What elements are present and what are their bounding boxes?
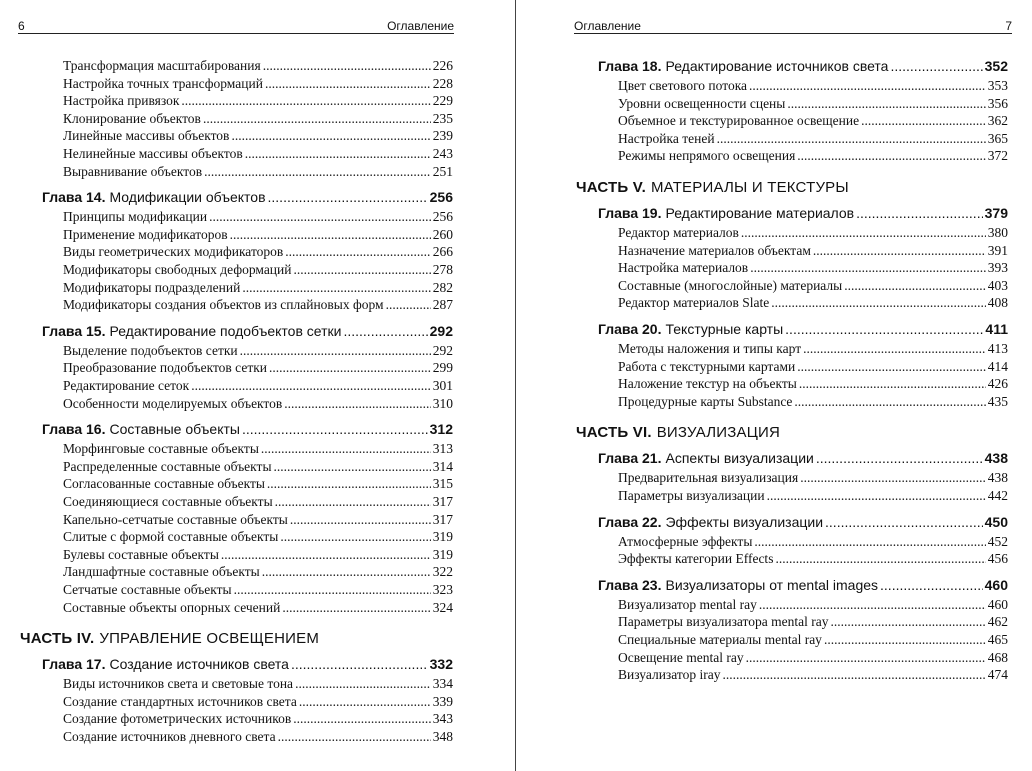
dot-leader [284, 396, 430, 412]
dot-leader [746, 650, 986, 666]
section-title: Параметры визуализатора mental ray [618, 614, 829, 630]
page-ref: 301 [432, 378, 453, 393]
section-title: Морфинговые составные объекты [63, 441, 259, 457]
chapter-label: Глава 20. [598, 321, 662, 337]
toc-section-entry[interactable] [63, 227, 453, 244]
toc-section-entry[interactable] [63, 494, 453, 511]
page-ref: 292 [429, 322, 453, 339]
toc-section-entry[interactable] [63, 164, 453, 181]
page-ref: 426 [987, 376, 1008, 392]
dot-leader [767, 488, 986, 504]
page-ref: 314 [432, 458, 453, 474]
chapter-title [42, 323, 341, 339]
part-heading [576, 424, 780, 441]
toc-section-entry[interactable] [63, 582, 453, 599]
toc-section-entry[interactable] [63, 128, 453, 145]
section-title: Редактор материалов [618, 225, 739, 240]
section-title: Распределенные составные объекты [63, 458, 272, 474]
section-title: Клонирование объектов [63, 110, 201, 126]
toc-section-entry[interactable] [618, 551, 1008, 568]
part-label: ЧАСТЬ V. [576, 179, 646, 196]
section-title: Модификаторы свободных деформаций [63, 262, 292, 277]
toc-section-entry[interactable] [618, 667, 1008, 684]
part-heading [20, 630, 319, 647]
page-ref: 442 [987, 488, 1008, 503]
chapter-label: Глава 14. [42, 189, 106, 206]
page-ref: 438 [984, 450, 1008, 467]
toc-chapter-entry[interactable] [598, 577, 1008, 597]
dot-leader [861, 113, 986, 129]
dot-leader [386, 297, 431, 313]
page-ref: 317 [432, 511, 453, 527]
dot-leader [787, 96, 985, 112]
section-title: Объемное и текстурированное освещение [618, 113, 860, 129]
page-ref: 450 [984, 513, 1008, 530]
chapter-title [598, 58, 888, 74]
toc-section-entry[interactable] [63, 441, 453, 458]
dot-leader [825, 514, 983, 530]
toc-chapter-entry[interactable] [42, 189, 453, 209]
dot-leader [240, 343, 431, 359]
part-label: ЧАСТЬ IV. [20, 630, 95, 648]
section-title: Согласованные составные объекты [63, 476, 265, 492]
section-title: Визуализатор mental ray [618, 596, 757, 612]
dot-leader [230, 227, 431, 243]
toc-section-entry[interactable] [618, 488, 1008, 505]
chapter-label: Глава 16. [42, 421, 106, 438]
section-title: Параметры визуализации [618, 488, 765, 503]
page-ref: 323 [432, 582, 453, 597]
toc-section-entry[interactable] [618, 470, 1008, 487]
part-title: ВИЗУАЛИЗАЦИЯ [656, 424, 781, 442]
section-title: Предварительная визуализация [618, 470, 799, 486]
chapter-title-text: Составные объекты [109, 421, 240, 438]
toc-chapter-entry[interactable] [598, 321, 1008, 341]
dot-leader [824, 632, 986, 648]
toc-chapter-entry[interactable] [598, 514, 1008, 534]
part-title: УПРАВЛЕНИЕ ОСВЕЩЕНИЕМ [99, 630, 320, 648]
toc-chapter-entry[interactable] [598, 205, 1008, 225]
section-title: Эффекты категории Effects [618, 551, 774, 567]
page-ref: 462 [987, 614, 1008, 630]
page-ref: 332 [429, 656, 453, 673]
section-title: Капельно-сетчатые составные объекты [63, 511, 288, 527]
dot-leader [267, 476, 431, 492]
dot-leader [262, 564, 431, 580]
section-title: Специальные материалы mental ray [618, 632, 822, 647]
page-ref: 460 [987, 596, 1008, 612]
section-title: Модификаторы создания объектов из сплайновых форм [63, 297, 384, 313]
page-ref: 226 [432, 58, 453, 73]
toc-section-entry[interactable] [618, 650, 1008, 667]
section-title: Редактор материалов Slate [618, 295, 770, 311]
dot-leader [717, 131, 986, 147]
section-title: Слитые с формой составные объекты [63, 529, 279, 545]
page-ref: 393 [987, 260, 1008, 276]
chapter-title [42, 189, 266, 205]
dot-leader [800, 470, 986, 486]
page-ref: 365 [987, 130, 1008, 146]
section-title: Соединяющиеся составные объекты [63, 494, 273, 509]
dot-leader [722, 667, 985, 683]
dot-leader [299, 694, 431, 710]
section-title: Методы наложения и типы карт [618, 341, 802, 356]
dot-leader [221, 547, 431, 563]
page-ref: 256 [432, 209, 453, 225]
page-ref: 313 [432, 441, 453, 457]
chapter-label: Глава 18. [598, 58, 662, 74]
right-page [516, 0, 1032, 771]
dot-leader [231, 128, 430, 144]
dot-leader [799, 376, 986, 392]
page-ref: 266 [432, 244, 453, 260]
chapter-title-text: Редактирование подобъектов сетки [109, 322, 342, 339]
section-title: Визуализатор iray [618, 667, 721, 683]
toc-section-entry[interactable] [63, 512, 453, 529]
toc-section-entry[interactable] [63, 564, 453, 581]
toc-section-entry[interactable] [63, 378, 453, 395]
dot-leader [754, 534, 985, 550]
page-ref: 343 [432, 711, 453, 727]
page-ref: 413 [987, 341, 1008, 356]
toc-section-entry[interactable] [63, 93, 453, 110]
dot-leader [816, 450, 983, 466]
toc-section-entry[interactable] [63, 360, 453, 377]
page-ref: 319 [432, 546, 453, 562]
dot-leader [844, 278, 986, 294]
page-ref: 319 [432, 529, 453, 545]
toc-section-entry[interactable] [618, 278, 1008, 295]
chapter-label: Глава 22. [598, 513, 662, 530]
section-title: Настройка точных трансформаций [63, 75, 263, 91]
dot-leader [191, 378, 431, 394]
toc-section-entry[interactable] [63, 262, 453, 279]
page-ref: 372 [987, 148, 1008, 164]
part-title: МАТЕРИАЛЫ И ТЕКСТУРЫ [650, 179, 849, 196]
section-title: Создание стандартных источников света [63, 693, 297, 709]
section-title: Уровни освещенности сцены [618, 95, 786, 111]
dot-leader [759, 597, 986, 613]
page-ref: 310 [432, 395, 453, 411]
running-title: Оглавление [387, 19, 454, 33]
dot-leader [265, 76, 431, 92]
dot-leader [830, 614, 985, 630]
dot-leader [856, 205, 983, 221]
toc-chapter-entry[interactable] [42, 656, 453, 676]
page-ref: 324 [432, 599, 453, 615]
dot-leader [282, 600, 430, 616]
toc-section-entry[interactable] [63, 244, 453, 261]
chapter-title [598, 450, 814, 466]
toc-chapter-entry[interactable] [42, 323, 453, 343]
dot-leader [293, 711, 431, 727]
toc-section-entry[interactable] [63, 76, 453, 93]
page-ref: 353 [987, 78, 1008, 93]
section-title: Виды источников света и световые тона [63, 676, 294, 692]
page-ref: 315 [432, 476, 453, 492]
dot-leader [295, 676, 431, 692]
section-title: Особенности моделируемых объектов [63, 395, 283, 411]
toc-section-entry[interactable] [63, 58, 453, 75]
page-ref: 260 [432, 226, 453, 242]
page-ref: 379 [984, 205, 1008, 221]
dot-leader [813, 243, 986, 259]
chapter-title [42, 656, 289, 672]
chapter-label: Глава 23. [598, 576, 662, 593]
toc-section-entry[interactable] [618, 243, 1008, 260]
chapter-title-text: Аспекты визуализации [665, 450, 814, 467]
dot-leader [285, 244, 430, 260]
toc-section-entry[interactable] [618, 614, 1008, 631]
section-title: Атмосферные эффекты [618, 533, 753, 549]
dot-leader [294, 262, 431, 278]
section-title: Преобразование подобъектов сетки [63, 360, 268, 376]
toc-section-entry[interactable] [63, 529, 453, 546]
dot-leader [775, 551, 985, 567]
dot-leader [209, 209, 431, 225]
section-title: Настройка теней [618, 130, 715, 146]
dot-leader [204, 164, 431, 180]
section-title: Принципы модификации [63, 209, 208, 225]
chapter-title [598, 577, 878, 593]
dot-leader [749, 78, 986, 94]
section-title: Составные объекты опорных сечений [63, 599, 281, 615]
chapter-label: Глава 19. [598, 205, 662, 221]
page-ref: 287 [432, 297, 453, 313]
dot-leader [203, 111, 431, 127]
section-title: Модификаторы подразделений [63, 279, 241, 295]
chapter-title [598, 205, 854, 221]
toc-section-entry[interactable] [63, 396, 453, 413]
page-number: 7 [1005, 19, 1012, 33]
dot-leader [242, 421, 428, 437]
dot-leader [797, 359, 986, 375]
toc-section-entry[interactable] [618, 260, 1008, 277]
toc-section-entry[interactable] [618, 225, 1008, 242]
chapter-label: Глава 15. [42, 322, 106, 339]
section-title: Виды геометрических модификаторов [63, 244, 284, 260]
page-ref: 435 [987, 393, 1008, 409]
page-ref: 322 [432, 564, 453, 580]
section-title: Работа с текстурными картами [618, 358, 796, 374]
page-ref: 362 [987, 113, 1008, 129]
page-ref: 312 [429, 421, 453, 438]
part-heading [576, 179, 849, 196]
chapter-title [598, 321, 783, 337]
section-title: Освещение mental ray [618, 649, 744, 665]
page-ref: 229 [432, 93, 453, 109]
chapter-title-text: Редактирование источников света [665, 58, 889, 74]
section-title: Настройка материалов [618, 260, 749, 276]
left-page-header [18, 15, 454, 34]
page-ref: 474 [987, 667, 1008, 683]
chapter-title-text: Создание источников света [109, 656, 289, 673]
page-ref: 414 [987, 358, 1008, 374]
toc-section-entry[interactable] [618, 394, 1008, 411]
left-page [0, 0, 515, 771]
dot-leader [234, 582, 431, 598]
chapter-title-text: Модификации объектов [109, 189, 266, 206]
page-ref: 465 [987, 632, 1008, 647]
chapter-title [42, 421, 240, 437]
dot-leader [803, 341, 986, 357]
toc-section-entry[interactable] [618, 113, 1008, 130]
toc-chapter-entry[interactable] [598, 450, 1008, 470]
section-title: Трансформация масштабирования [63, 58, 261, 73]
dot-leader [880, 577, 983, 593]
page-ref: 251 [432, 163, 453, 179]
chapter-label: Глава 21. [598, 450, 662, 467]
page-ref: 438 [987, 470, 1008, 486]
toc-section-entry[interactable] [63, 297, 453, 314]
section-title: Нелинейные массивы объектов [63, 146, 243, 161]
page-ref: 380 [987, 225, 1008, 240]
chapter-title-text: Редактирование материалов [665, 205, 855, 221]
page-ref: 228 [432, 75, 453, 91]
page-ref: 403 [987, 277, 1008, 293]
section-title: Составные (многослойные) материалы [618, 277, 843, 293]
page-ref: 352 [984, 58, 1008, 74]
page-ref: 243 [432, 146, 453, 161]
page-ref: 235 [432, 110, 453, 126]
section-title: Цвет светового потока [618, 78, 748, 93]
section-title: Создание фотометрических источников [63, 711, 292, 727]
toc-section-entry[interactable] [618, 295, 1008, 312]
dot-leader [181, 93, 430, 109]
toc-section-entry[interactable] [618, 534, 1008, 551]
page-ref: 460 [984, 576, 1008, 593]
dot-leader [269, 360, 431, 376]
page-ref: 456 [987, 551, 1008, 567]
toc-section-entry[interactable] [63, 694, 453, 711]
toc-section-entry[interactable] [63, 111, 453, 128]
toc-section-entry[interactable] [63, 146, 453, 163]
dot-leader [291, 656, 428, 672]
section-title: Выделение подобъектов сетки [63, 342, 238, 358]
page-ref: 391 [987, 242, 1008, 258]
page-ref: 452 [987, 533, 1008, 549]
toc-section-entry[interactable] [618, 148, 1008, 165]
section-title: Булевы составные объекты [63, 546, 219, 562]
dot-leader [245, 146, 431, 162]
dot-leader [290, 512, 431, 528]
running-title: Оглавление [574, 19, 641, 33]
toc-section-entry[interactable] [63, 711, 453, 728]
chapter-title-text: Визуализаторы от mental images [665, 576, 879, 593]
dot-leader [741, 225, 986, 241]
page-ref: 339 [432, 693, 453, 709]
page-ref: 408 [987, 295, 1008, 311]
page-ref: 468 [987, 649, 1008, 665]
toc-section-entry[interactable] [63, 343, 453, 360]
toc-section-entry[interactable] [63, 729, 453, 746]
toc-section-entry[interactable] [63, 459, 453, 476]
page-ref: 256 [429, 189, 453, 206]
dot-leader [274, 459, 431, 475]
section-title: Создание источников дневного света [63, 729, 276, 744]
toc-chapter-entry[interactable] [42, 421, 453, 441]
part-label: ЧАСТЬ VI. [576, 424, 652, 442]
page-ref: 299 [432, 360, 453, 376]
dot-leader [750, 260, 986, 276]
dot-leader [275, 494, 431, 510]
section-title: Выравнивание объектов [63, 163, 203, 179]
toc-section-entry[interactable] [618, 341, 1008, 358]
dot-leader [771, 295, 985, 311]
toc-section-entry[interactable] [618, 359, 1008, 376]
dot-leader [278, 729, 431, 745]
dot-leader [263, 58, 431, 74]
toc-section-entry[interactable] [618, 376, 1008, 393]
section-title: Сетчатые составные объекты [63, 582, 232, 597]
dot-leader [343, 323, 427, 339]
page-ref: 356 [987, 95, 1008, 111]
toc-section-entry[interactable] [63, 280, 453, 297]
chapter-label: Глава 17. [42, 656, 106, 673]
page-ref: 278 [432, 262, 453, 277]
dot-leader [890, 58, 982, 74]
toc-section-entry[interactable] [618, 96, 1008, 113]
chapter-title [598, 514, 823, 530]
toc-section-entry[interactable] [618, 632, 1008, 649]
right-page-header [574, 15, 1012, 34]
toc-section-entry[interactable] [618, 78, 1008, 95]
toc-section-entry[interactable] [63, 676, 453, 693]
section-title: Редактирование сеток [63, 378, 190, 393]
chapter-title-text: Текстурные карты [665, 321, 784, 337]
dot-leader [261, 441, 431, 457]
dot-leader [794, 394, 985, 410]
page-ref: 334 [432, 676, 453, 692]
section-title: Настройка привязок [63, 93, 180, 109]
section-title: Процедурные карты Substance [618, 393, 793, 409]
toc-section-entry[interactable] [63, 547, 453, 564]
section-title: Линейные массивы объектов [63, 128, 230, 144]
section-title: Назначение материалов объектам [618, 242, 811, 258]
dot-leader [797, 148, 985, 164]
section-title: Ландшафтные составные объекты [63, 564, 260, 580]
toc-section-entry[interactable] [618, 597, 1008, 614]
dot-leader [280, 529, 430, 545]
section-title: Применение модификаторов [63, 226, 228, 242]
toc-section-entry[interactable] [618, 131, 1008, 148]
dot-leader [268, 189, 428, 205]
section-title: Наложение текстур на объекты [618, 376, 797, 392]
page-ref: 282 [432, 279, 453, 295]
page-number: 6 [18, 19, 25, 33]
page-ref: 292 [432, 342, 453, 358]
toc-chapter-entry[interactable] [598, 58, 1008, 78]
page-ref: 348 [432, 729, 453, 744]
page-ref: 239 [432, 128, 453, 144]
page-ref: 411 [985, 321, 1008, 337]
dot-leader [242, 280, 430, 296]
page-ref: 317 [432, 494, 453, 509]
chapter-title-text: Эффекты визуализации [665, 513, 824, 530]
toc-section-entry[interactable] [63, 476, 453, 493]
dot-leader [785, 321, 983, 337]
toc-section-entry[interactable] [63, 600, 453, 617]
toc-section-entry[interactable] [63, 209, 453, 226]
section-title: Режимы непрямого освещения [618, 148, 796, 164]
